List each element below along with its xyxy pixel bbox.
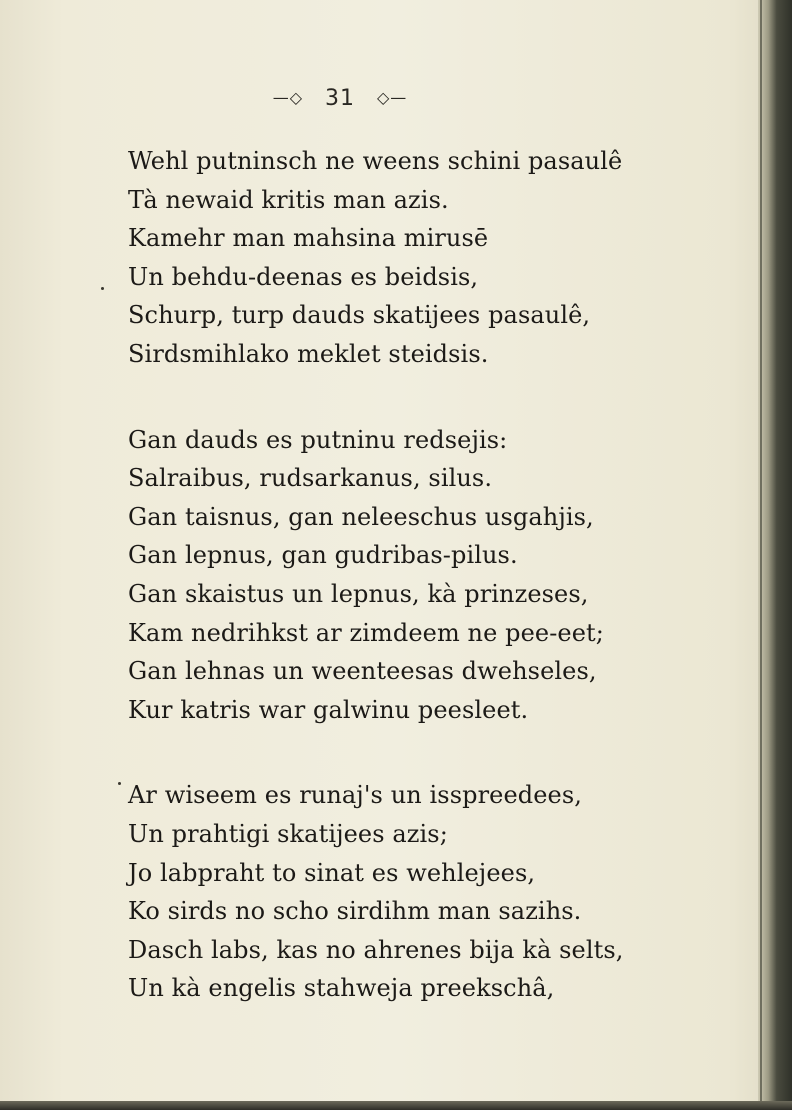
poem-line: Un prahtigi skatijees azis; xyxy=(128,819,448,848)
poem-line: Un behdu-deenas es beidsis, xyxy=(128,262,479,291)
poem-line: Sirdsmihlako meklet steidsis. xyxy=(128,339,489,368)
stanza-3 xyxy=(128,776,638,1008)
poem-line: Kam nedrihkst ar zimdeem ne pee-eet; xyxy=(128,618,604,647)
stanza-1 xyxy=(128,142,638,374)
poem-line: Tà newaid kritis man azis. xyxy=(128,185,449,214)
page-number: 31 xyxy=(325,86,355,111)
poem-line: Ko sirds no scho sirdihm man sazihs. xyxy=(128,897,582,926)
book-binding-edge xyxy=(758,0,792,1110)
poem-line: Un kà engelis stahweja preekschâ, xyxy=(128,974,555,1003)
bottom-page-edge xyxy=(0,1101,792,1110)
ink-speck xyxy=(118,782,121,785)
stanza-2 xyxy=(128,421,638,730)
poem-line: Kamehr man mahsina mirusē xyxy=(128,224,489,253)
poem-line: Gan lehnas un weenteesas dwehseles, xyxy=(128,657,597,686)
poem-line: Ar wiseem es runaj's un isspreedees, xyxy=(128,781,582,810)
poem-line: Gan dauds es putninu redsejis: xyxy=(128,425,508,454)
poem-line: Gan taisnus, gan neleeschus usgahjis, xyxy=(128,502,594,531)
right-ornament: ◇— xyxy=(377,87,408,107)
page-header xyxy=(0,86,680,111)
poem-line: Kur katris war galwinu peesleet. xyxy=(128,695,529,724)
ink-speck xyxy=(101,287,104,290)
poem-text xyxy=(128,142,638,1055)
poem-line: Schurp, turp dauds skatijees pasaulê, xyxy=(128,301,591,330)
poem-line: Wehl putninsch ne weens schini pasaulê xyxy=(128,147,623,175)
poem-line: Jo labpraht to sinat es wehlejees, xyxy=(128,858,536,887)
poem-line: Gan skaistus un lepnus, kà prinzeses, xyxy=(128,579,589,608)
left-ornament: —◇ xyxy=(272,87,303,107)
page-edge-line xyxy=(760,0,762,1110)
poem-line: Dasch labs, kas no ahrenes bija kà selts, xyxy=(128,935,624,964)
poem-line: Gan lepnus, gan gudribas-pilus. xyxy=(128,541,518,570)
poem-line: Salraibus, rudsarkanus, silus. xyxy=(128,464,493,493)
